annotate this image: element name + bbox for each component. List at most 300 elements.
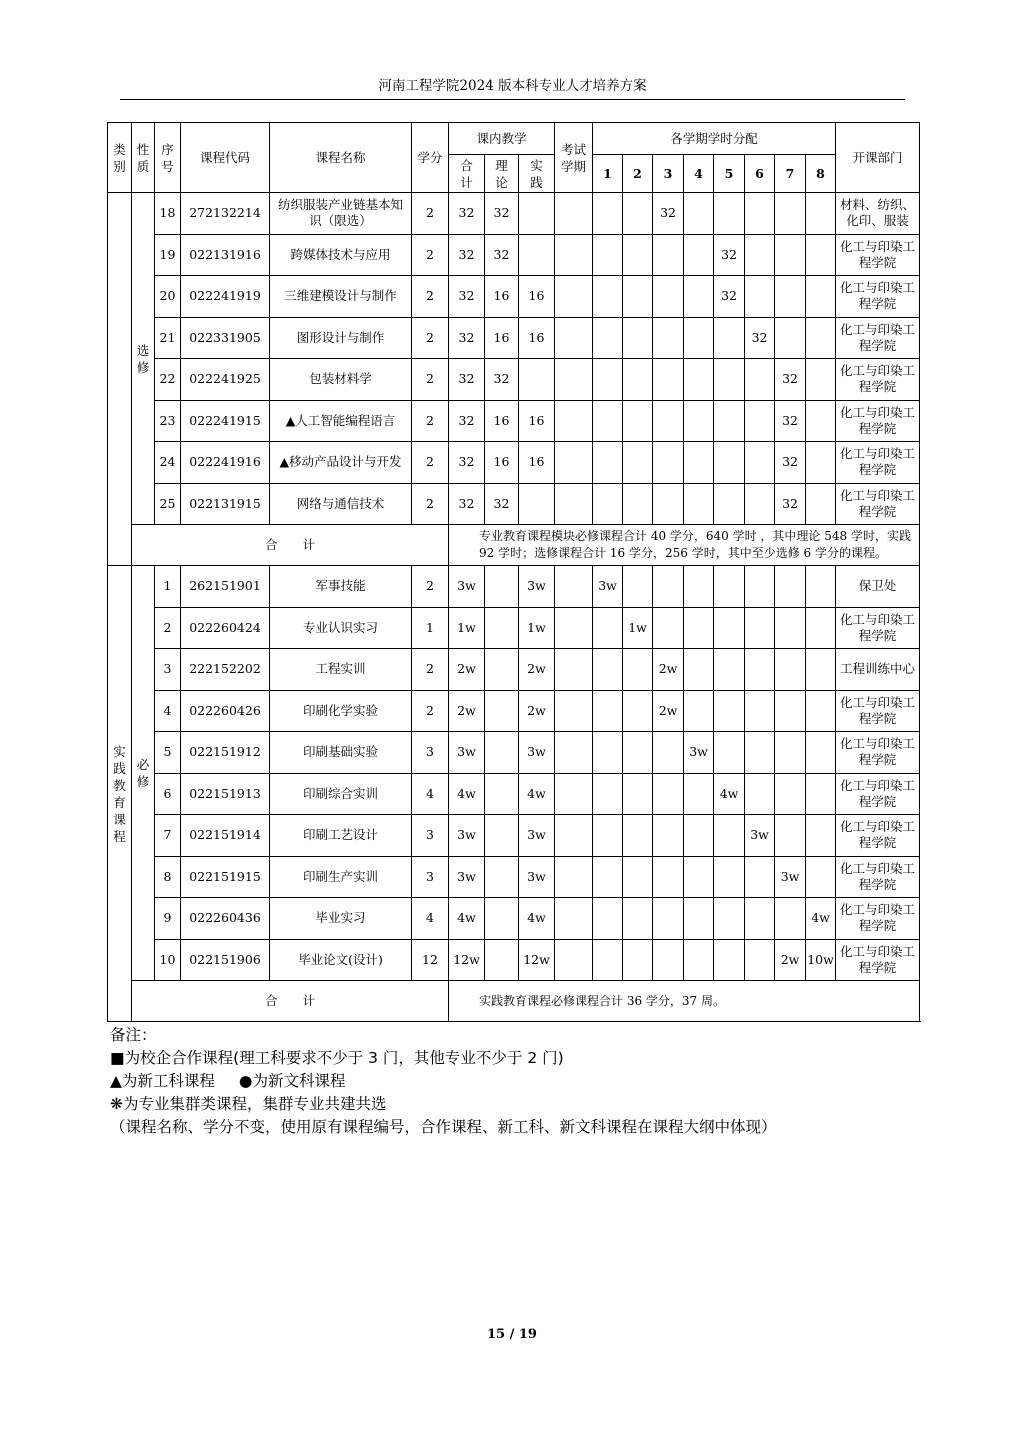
name-cell: 专业认识实习: [270, 607, 412, 649]
credits-cell: 2: [412, 359, 449, 401]
code-cell: 022331905: [181, 317, 270, 359]
semester-cell-6: [745, 607, 775, 649]
table-row: [108, 649, 920, 691]
dept-cell: 化工与印染工程学院: [836, 276, 920, 318]
semester-cell-1: [593, 732, 623, 774]
dept-cell: 材料、纺织、化印、服装: [836, 193, 920, 235]
semester-cell-2: [623, 276, 653, 318]
semester-cell-4: [684, 442, 714, 484]
dept-cell: 化工与印染工程学院: [836, 234, 920, 276]
name-cell: 包装材料学: [270, 359, 412, 401]
col-header-name: 课程名称: [270, 123, 412, 193]
practice-cell: 16: [519, 317, 555, 359]
dept-cell: 化工与印染工程学院: [836, 856, 920, 898]
dept-cell: 化工与印染工程学院: [836, 815, 920, 857]
semester-cell-6: [745, 856, 775, 898]
semester-cell-2: [623, 773, 653, 815]
header-row-1: [108, 123, 920, 155]
name-cell: 印刷化学实验: [270, 690, 412, 732]
credits-cell: 2: [412, 234, 449, 276]
practice-cell: 4w: [519, 898, 555, 940]
total-cell: 32: [449, 276, 485, 318]
semester-cell-4: [684, 939, 714, 981]
semester-cell-5: [714, 566, 745, 608]
seq-cell: 19: [155, 234, 181, 276]
note-line-4: （课程名称、学分不变，使用原有课程编号，合作课程、新工科、新文科课程在课程大纲中体现）: [110, 1118, 777, 1136]
total-row: [108, 981, 920, 1022]
practice-cell: [519, 483, 555, 525]
table-row: [108, 939, 920, 981]
credits-cell: 3: [412, 732, 449, 774]
semester-cell-4: [684, 649, 714, 691]
code-cell: 022151914: [181, 815, 270, 857]
semester-cell-2: [623, 193, 653, 235]
semester-cell-3: [653, 898, 684, 940]
col-header-total: 合计: [449, 155, 485, 193]
practice-cell: 2w: [519, 690, 555, 732]
nature-cell: 选修: [132, 193, 155, 525]
table-row: [108, 566, 920, 608]
semester-cell-5: [714, 483, 745, 525]
semester-cell-3: [653, 732, 684, 774]
theory-cell: 32: [485, 483, 519, 525]
semester-cell-8: [806, 317, 836, 359]
semester-cell-7: [775, 193, 806, 235]
col-header-practice: 实践: [519, 155, 555, 193]
name-cell: 纺织服装产业链基本知识（限选）: [270, 193, 412, 235]
code-cell: 022151912: [181, 732, 270, 774]
total-cell: 32: [449, 193, 485, 235]
seq-cell: 24: [155, 442, 181, 484]
semester-cell-5: [714, 359, 745, 401]
semester-cell-4: [684, 193, 714, 235]
semester-cell-6: [745, 400, 775, 442]
dept-cell: 保卫处: [836, 566, 920, 608]
total-cell: 3w: [449, 732, 485, 774]
col-header-sem-8: 8: [806, 155, 836, 193]
semester-cell-1: [593, 317, 623, 359]
semester-cell-8: [806, 400, 836, 442]
theory-cell: 32: [485, 193, 519, 235]
col-header-category: 类别: [108, 123, 132, 193]
total-summary: 实践教育课程必修课程合计 36 学分，37 周。: [449, 981, 920, 1022]
seq-cell: 21: [155, 317, 181, 359]
semester-cell-7: [775, 773, 806, 815]
seq-cell: 7: [155, 815, 181, 857]
semester-cell-7: [775, 690, 806, 732]
semester-cell-6: [745, 732, 775, 774]
semester-cell-8: [806, 732, 836, 774]
code-cell: 022131915: [181, 483, 270, 525]
total-cell: 32: [449, 442, 485, 484]
name-cell: 印刷工艺设计: [270, 815, 412, 857]
table-row: [108, 732, 920, 774]
semester-cell-2: [623, 898, 653, 940]
credits-cell: 4: [412, 898, 449, 940]
table-row: [108, 317, 920, 359]
code-cell: 022260424: [181, 607, 270, 649]
total-cell: 3w: [449, 566, 485, 608]
semester-cell-8: [806, 442, 836, 484]
note-line-1: ■为校企合作课程(理工科要求不少于 3 门，其他专业不少于 2 门): [110, 1049, 564, 1067]
course-plan-table: [107, 122, 920, 1022]
practice-cell: [519, 234, 555, 276]
seq-cell: 4: [155, 690, 181, 732]
exam-cell: [555, 732, 593, 774]
semester-cell-1: [593, 939, 623, 981]
table-row: [108, 442, 920, 484]
practice-cell: 3w: [519, 815, 555, 857]
theory-cell: 32: [485, 359, 519, 401]
semester-cell-7: 2w: [775, 939, 806, 981]
semester-cell-5: [714, 856, 745, 898]
total-cell: 32: [449, 359, 485, 401]
table-row: [108, 773, 920, 815]
semester-cell-2: [623, 566, 653, 608]
semester-cell-2: 1w: [623, 607, 653, 649]
semester-cell-3: 2w: [653, 649, 684, 691]
semester-cell-2: [623, 649, 653, 691]
total-cell: 3w: [449, 856, 485, 898]
credits-cell: 4: [412, 773, 449, 815]
semester-cell-8: [806, 193, 836, 235]
name-cell: 印刷综合实训: [270, 773, 412, 815]
semester-cell-8: [806, 607, 836, 649]
semester-cell-8: [806, 276, 836, 318]
semester-cell-5: [714, 193, 745, 235]
semester-cell-4: [684, 483, 714, 525]
category-cell: [108, 193, 132, 566]
semester-cell-8: [806, 649, 836, 691]
semester-cell-3: 2w: [653, 690, 684, 732]
name-cell: ▲人工智能编程语言: [270, 400, 412, 442]
semester-cell-4: [684, 856, 714, 898]
semester-cell-2: [623, 856, 653, 898]
dept-cell: 化工与印染工程学院: [836, 400, 920, 442]
exam-cell: [555, 566, 593, 608]
theory-cell: [485, 939, 519, 981]
exam-cell: [555, 898, 593, 940]
semester-cell-6: [745, 939, 775, 981]
exam-cell: [555, 234, 593, 276]
semester-cell-6: [745, 773, 775, 815]
semester-cell-2: [623, 690, 653, 732]
dept-cell: 化工与印染工程学院: [836, 483, 920, 525]
exam-cell: [555, 607, 593, 649]
code-cell: 022151915: [181, 856, 270, 898]
practice-cell: 16: [519, 276, 555, 318]
semester-cell-5: [714, 732, 745, 774]
semester-cell-8: [806, 234, 836, 276]
table-row: [108, 483, 920, 525]
name-cell: 印刷基础实验: [270, 732, 412, 774]
exam-cell: [555, 649, 593, 691]
semester-cell-2: [623, 359, 653, 401]
credits-cell: 1: [412, 607, 449, 649]
dept-cell: 化工与印染工程学院: [836, 359, 920, 401]
semester-cell-6: [745, 359, 775, 401]
practice-cell: [519, 193, 555, 235]
seq-cell: 9: [155, 898, 181, 940]
semester-cell-7: 3w: [775, 856, 806, 898]
semester-cell-5: [714, 939, 745, 981]
credits-cell: 2: [412, 649, 449, 691]
theory-cell: [485, 649, 519, 691]
semester-cell-3: [653, 483, 684, 525]
practice-cell: 12w: [519, 939, 555, 981]
elective-section: [108, 193, 920, 566]
nature-cell: 必修: [132, 566, 155, 981]
semester-cell-7: [775, 732, 806, 774]
exam-cell: [555, 483, 593, 525]
credits-cell: 12: [412, 939, 449, 981]
seq-cell: 10: [155, 939, 181, 981]
practice-cell: 16: [519, 442, 555, 484]
semester-cell-3: [653, 566, 684, 608]
exam-cell: [555, 815, 593, 857]
semester-cell-6: [745, 898, 775, 940]
code-cell: 272132214: [181, 193, 270, 235]
semester-cell-1: [593, 690, 623, 732]
name-cell: 毕业论文(设计): [270, 939, 412, 981]
name-cell: 工程实训: [270, 649, 412, 691]
semester-cell-6: [745, 566, 775, 608]
col-header-nature: 性质: [132, 123, 155, 193]
theory-cell: 16: [485, 276, 519, 318]
credits-cell: 2: [412, 483, 449, 525]
practice-cell: 3w: [519, 566, 555, 608]
code-cell: 022260436: [181, 898, 270, 940]
col-header-sem-6: 6: [745, 155, 775, 193]
category-cell: 实践教育课程: [108, 566, 132, 1022]
semester-cell-1: [593, 483, 623, 525]
semester-cell-6: [745, 483, 775, 525]
semester-cell-6: [745, 690, 775, 732]
dept-cell: 工程训练中心: [836, 649, 920, 691]
total-cell: 32: [449, 234, 485, 276]
semester-cell-2: [623, 317, 653, 359]
seq-cell: 18: [155, 193, 181, 235]
col-header-semesters: 各学期学时分配: [593, 123, 836, 155]
theory-cell: [485, 815, 519, 857]
code-cell: 022131916: [181, 234, 270, 276]
semester-cell-4: [684, 690, 714, 732]
exam-cell: [555, 773, 593, 815]
semester-cell-8: [806, 566, 836, 608]
semester-cell-5: [714, 400, 745, 442]
semester-cell-6: [745, 234, 775, 276]
seq-cell: 22: [155, 359, 181, 401]
table-row: [108, 359, 920, 401]
semester-cell-7: 32: [775, 442, 806, 484]
table-row: [108, 856, 920, 898]
theory-cell: 16: [485, 317, 519, 359]
total-cell: 32: [449, 483, 485, 525]
table-row: [108, 234, 920, 276]
note-line-2: [110, 1070, 777, 1093]
col-header-dept: 开课部门: [836, 123, 920, 193]
seq-cell: 5: [155, 732, 181, 774]
semester-cell-7: [775, 317, 806, 359]
col-header-sem-4: 4: [684, 155, 714, 193]
total-cell: 32: [449, 317, 485, 359]
seq-cell: 25: [155, 483, 181, 525]
total-cell: 4w: [449, 773, 485, 815]
col-header-seq: 序号: [155, 123, 181, 193]
practice-cell: 1w: [519, 607, 555, 649]
credits-cell: 2: [412, 566, 449, 608]
semester-cell-4: [684, 234, 714, 276]
name-cell: 印刷生产实训: [270, 856, 412, 898]
semester-cell-3: [653, 359, 684, 401]
dept-cell: 化工与印染工程学院: [836, 607, 920, 649]
semester-cell-1: [593, 898, 623, 940]
exam-cell: [555, 442, 593, 484]
semester-cell-3: [653, 276, 684, 318]
theory-cell: [485, 607, 519, 649]
semester-cell-7: [775, 898, 806, 940]
semester-cell-1: [593, 856, 623, 898]
semester-cell-1: [593, 400, 623, 442]
col-header-code: 课程代码: [181, 123, 270, 193]
credits-cell: 2: [412, 690, 449, 732]
semester-cell-5: [714, 815, 745, 857]
credits-cell: 3: [412, 815, 449, 857]
semester-cell-5: [714, 690, 745, 732]
semester-cell-1: [593, 276, 623, 318]
dept-cell: 化工与印染工程学院: [836, 773, 920, 815]
code-cell: 022241919: [181, 276, 270, 318]
table-row: [108, 815, 920, 857]
total-label: 合 计: [132, 525, 449, 566]
semester-cell-5: [714, 649, 745, 691]
credits-cell: 2: [412, 317, 449, 359]
table-row: [108, 193, 920, 235]
credits-cell: 2: [412, 276, 449, 318]
note-line-3: ❋为专业集群类课程，集群专业共建共选: [110, 1095, 387, 1113]
table-row: [108, 400, 920, 442]
dept-cell: 化工与印染工程学院: [836, 898, 920, 940]
semester-cell-2: [623, 939, 653, 981]
col-header-theory: 理论: [485, 155, 519, 193]
semester-cell-8: 4w: [806, 898, 836, 940]
semester-cell-1: [593, 773, 623, 815]
table-row: [108, 276, 920, 318]
theory-cell: [485, 566, 519, 608]
exam-cell: [555, 939, 593, 981]
practice-cell: 16: [519, 400, 555, 442]
credits-cell: 2: [412, 442, 449, 484]
exam-cell: [555, 359, 593, 401]
col-header-in-class: 课内教学: [449, 123, 555, 155]
semester-cell-3: [653, 773, 684, 815]
practice-cell: 2w: [519, 649, 555, 691]
semester-cell-8: [806, 483, 836, 525]
semester-cell-5: 4w: [714, 773, 745, 815]
theory-cell: [485, 856, 519, 898]
semester-cell-6: 3w: [745, 815, 775, 857]
table-row: [108, 690, 920, 732]
semester-cell-1: [593, 359, 623, 401]
col-header-sem-1: 1: [593, 155, 623, 193]
name-cell: 毕业实习: [270, 898, 412, 940]
note-line-2b: ●为新文科课程: [238, 1072, 346, 1090]
semester-cell-4: [684, 276, 714, 318]
col-header-sem-7: 7: [775, 155, 806, 193]
semester-cell-2: [623, 483, 653, 525]
semester-cell-5: [714, 898, 745, 940]
exam-cell: [555, 400, 593, 442]
name-cell: ▲移动产品设计与开发: [270, 442, 412, 484]
semester-cell-7: [775, 815, 806, 857]
semester-cell-8: [806, 856, 836, 898]
semester-cell-3: [653, 815, 684, 857]
semester-cell-8: 10w: [806, 939, 836, 981]
semester-cell-7: [775, 566, 806, 608]
practice-cell: [519, 359, 555, 401]
semester-cell-7: [775, 276, 806, 318]
code-cell: 022241916: [181, 442, 270, 484]
theory-cell: 16: [485, 442, 519, 484]
total-cell: 2w: [449, 649, 485, 691]
semester-cell-7: [775, 649, 806, 691]
semester-cell-2: [623, 400, 653, 442]
name-cell: 图形设计与制作: [270, 317, 412, 359]
semester-cell-8: [806, 815, 836, 857]
name-cell: 网络与通信技术: [270, 483, 412, 525]
semester-cell-1: [593, 815, 623, 857]
semester-cell-4: [684, 400, 714, 442]
col-header-sem-3: 3: [653, 155, 684, 193]
semester-cell-4: [684, 317, 714, 359]
exam-cell: [555, 317, 593, 359]
seq-cell: 20: [155, 276, 181, 318]
code-cell: 022151906: [181, 939, 270, 981]
theory-cell: [485, 690, 519, 732]
semester-cell-4: [684, 607, 714, 649]
semester-cell-7: 32: [775, 483, 806, 525]
semester-cell-1: [593, 607, 623, 649]
seq-cell: 6: [155, 773, 181, 815]
col-header-credits: 学分: [412, 123, 449, 193]
dept-cell: 化工与印染工程学院: [836, 732, 920, 774]
semester-cell-8: [806, 690, 836, 732]
code-cell: 022241925: [181, 359, 270, 401]
semester-cell-6: 32: [745, 317, 775, 359]
semester-cell-3: [653, 939, 684, 981]
seq-cell: 23: [155, 400, 181, 442]
name-cell: 跨媒体技术与应用: [270, 234, 412, 276]
semester-cell-3: [653, 856, 684, 898]
semester-cell-3: [653, 317, 684, 359]
total-cell: 4w: [449, 898, 485, 940]
practice-cell: 3w: [519, 856, 555, 898]
semester-cell-4: [684, 359, 714, 401]
total-cell: 12w: [449, 939, 485, 981]
semester-cell-5: 32: [714, 276, 745, 318]
semester-cell-4: [684, 773, 714, 815]
page-header: 河南工程学院2024 版本科专业人才培养方案: [120, 74, 905, 100]
name-cell: 三维建模设计与制作: [270, 276, 412, 318]
semester-cell-5: [714, 442, 745, 484]
semester-cell-8: [806, 359, 836, 401]
theory-cell: 16: [485, 400, 519, 442]
practice-cell: 3w: [519, 732, 555, 774]
semester-cell-4: 3w: [684, 732, 714, 774]
seq-cell: 3: [155, 649, 181, 691]
col-header-sem-2: 2: [623, 155, 653, 193]
total-row: [108, 525, 920, 566]
